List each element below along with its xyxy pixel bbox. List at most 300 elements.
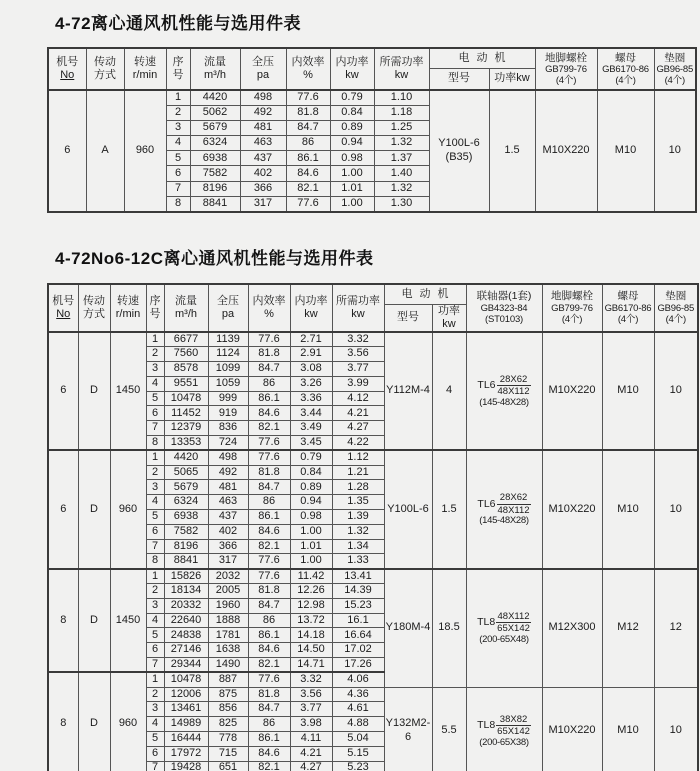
anchor-bolt-cell: M10X220 [542, 687, 602, 771]
shaft-power-cell: 0.94 [330, 136, 374, 151]
flow-cell: 7560 [164, 347, 208, 362]
machine-no-cell: 8 [48, 569, 78, 673]
efficiency-cell: 84.7 [248, 702, 290, 717]
flow-cell: 6677 [164, 332, 208, 347]
efficiency-cell: 86.1 [248, 391, 290, 406]
shaft-power-cell: 0.98 [330, 151, 374, 166]
required-power-cell: 15.23 [332, 598, 384, 613]
efficiency-cell: 84.6 [248, 643, 290, 658]
washer-cell: 10 [654, 332, 698, 450]
anchor-bolt-cell: M10X220 [535, 90, 597, 212]
header-row-1 [48, 48, 696, 68]
motor-model-line: (B35) [445, 150, 473, 163]
flow-cell: 7582 [164, 524, 208, 539]
efficiency-cell: 86 [248, 495, 290, 510]
shaft-power-cell: 12.98 [290, 598, 332, 613]
shaft-power-cell: 4.21 [290, 746, 332, 761]
machine-no-cell: 6 [48, 90, 86, 212]
shaft-power-cell: 1.00 [290, 524, 332, 539]
efficiency-cell: 77.6 [248, 436, 290, 451]
required-power-cell: 1.12 [332, 450, 384, 465]
pressure-cell: 498 [208, 450, 248, 465]
shaft-power-cell: 0.98 [290, 510, 332, 525]
seq-cell: 3 [146, 598, 164, 613]
seq-cell: 3 [146, 480, 164, 495]
shaft-power-cell: 3.49 [290, 421, 332, 436]
efficiency-cell: 84.6 [248, 746, 290, 761]
pressure-cell: 498 [240, 90, 286, 105]
pressure-cell: 366 [208, 539, 248, 554]
efficiency-cell: 81.8 [248, 583, 290, 598]
required-power-cell: 4.88 [332, 717, 384, 732]
required-power-cell: 1.37 [374, 151, 429, 166]
shaft-power-cell: 0.89 [330, 120, 374, 135]
shaft-power-cell: 3.32 [290, 672, 332, 687]
required-power-cell: 3.32 [332, 332, 384, 347]
flow-cell: 5679 [164, 480, 208, 495]
seq-cell: 1 [146, 672, 164, 687]
efficiency-cell: 81.8 [248, 347, 290, 362]
nut-cell: M10 [597, 90, 654, 212]
pressure-cell: 651 [208, 761, 248, 771]
pressure-cell: 1638 [208, 643, 248, 658]
efficiency-cell: 82.1 [248, 539, 290, 554]
shaft-power-cell: 1.00 [330, 166, 374, 181]
efficiency-cell: 77.6 [286, 90, 330, 105]
seq-cell: 3 [146, 362, 164, 377]
required-power-cell: 1.39 [332, 510, 384, 525]
shaft-power-cell: 3.26 [290, 376, 332, 391]
nut-cell: M10 [602, 332, 654, 450]
seq-cell: 6 [146, 406, 164, 421]
seq-cell: 5 [166, 151, 190, 166]
efficiency-cell: 84.7 [286, 120, 330, 135]
flow-cell: 18134 [164, 583, 208, 598]
anchor-bolt-cell: M12X300 [542, 569, 602, 687]
seq-cell: 1 [166, 90, 190, 105]
flow-cell: 14989 [164, 717, 208, 732]
coupling-note: (145-48X28) [479, 514, 529, 526]
efficiency-cell: 77.6 [248, 569, 290, 584]
washer-cell: 10 [654, 687, 698, 771]
motor-model-line: Y180M-4 [385, 621, 431, 634]
flow-cell: 4420 [190, 90, 240, 105]
required-power-cell: 1.18 [374, 105, 429, 120]
pressure-cell: 919 [208, 406, 248, 421]
required-power-cell: 4.21 [332, 406, 384, 421]
col-shaft-power: 内功率 kw [290, 284, 332, 332]
efficiency-cell: 77.6 [248, 332, 290, 347]
speed-cell: 960 [110, 450, 146, 568]
seq-cell: 7 [166, 181, 190, 196]
pressure-cell: 1781 [208, 628, 248, 643]
shaft-power-cell: 1.00 [290, 554, 332, 569]
anchor-bolt-cell: M10X220 [542, 332, 602, 450]
col-seq: 序 号 [146, 284, 164, 332]
col-shaft-power: 内功率 kw [330, 48, 374, 90]
required-power-cell: 1.33 [332, 554, 384, 569]
speed-cell: 960 [124, 90, 166, 212]
nut-cell: M12 [602, 569, 654, 687]
motor-power-cell: 5.5 [432, 687, 466, 771]
flow-cell: 6324 [164, 495, 208, 510]
required-power-cell: 5.23 [332, 761, 384, 771]
seq-cell: 2 [146, 687, 164, 702]
efficiency-cell: 86.1 [248, 731, 290, 746]
col-nut: 螺母 GB6170-86 (4个) [597, 48, 654, 90]
required-power-cell: 1.25 [374, 120, 429, 135]
efficiency-cell: 82.1 [248, 761, 290, 771]
pressure-cell: 778 [208, 731, 248, 746]
pressure-cell: 875 [208, 687, 248, 702]
seq-cell: 7 [146, 761, 164, 771]
pressure-cell: 856 [208, 702, 248, 717]
pressure-cell: 437 [208, 510, 248, 525]
seq-cell: 4 [146, 613, 164, 628]
required-power-cell: 4.61 [332, 702, 384, 717]
seq-cell: 6 [166, 166, 190, 181]
col-anchor-bolt: 地脚螺栓 GB799-76 (4个) [542, 284, 602, 332]
pressure-cell: 2005 [208, 583, 248, 598]
efficiency-cell: 81.8 [248, 687, 290, 702]
seq-cell: 5 [146, 731, 164, 746]
pressure-cell: 887 [208, 672, 248, 687]
col-motor-power: 功率kw [432, 305, 466, 332]
efficiency-cell: 86 [248, 717, 290, 732]
shaft-power-cell: 0.84 [290, 465, 332, 480]
efficiency-cell: 84.7 [248, 480, 290, 495]
required-power-cell: 5.15 [332, 746, 384, 761]
pressure-cell: 999 [208, 391, 248, 406]
speed-cell: 1450 [110, 569, 146, 673]
col-flow: 流量 m³/h [164, 284, 208, 332]
shaft-power-cell: 3.44 [290, 406, 332, 421]
seq-cell: 3 [166, 120, 190, 135]
seq-cell: 1 [146, 332, 164, 347]
pressure-cell: 437 [240, 151, 286, 166]
coupling-note: (145-48X28) [479, 396, 529, 408]
seq-cell: 6 [146, 643, 164, 658]
coupling-spec: TL6 $\frac{28X62}{48X112}$ [477, 373, 530, 398]
motor-model-line: Y132M2-6 [385, 717, 431, 744]
data-row [48, 687, 698, 702]
col-required-power: 所需功率 kw [332, 284, 384, 332]
required-power-cell: 16.64 [332, 628, 384, 643]
col-required-power: 所需功率 kw [374, 48, 429, 90]
machine-no-cell: 6 [48, 450, 78, 568]
flow-cell: 6938 [164, 510, 208, 525]
col-flow: 流量 m³/h [190, 48, 240, 90]
efficiency-cell: 84.7 [248, 598, 290, 613]
flow-cell: 12379 [164, 421, 208, 436]
efficiency-cell: 84.6 [248, 524, 290, 539]
flow-cell: 4420 [164, 450, 208, 465]
efficiency-cell: 77.6 [248, 554, 290, 569]
col-anchor-bolt: 地脚螺栓 GB799-76 (4个) [535, 48, 597, 90]
efficiency-cell: 82.1 [286, 181, 330, 196]
seq-cell: 4 [166, 136, 190, 151]
required-power-cell: 1.34 [332, 539, 384, 554]
col-speed: 转速 r/min [110, 284, 146, 332]
drive-cell: D [78, 569, 110, 673]
seq-cell: 8 [146, 554, 164, 569]
flow-cell: 6324 [190, 136, 240, 151]
seq-cell: 8 [166, 196, 190, 211]
pressure-cell: 317 [208, 554, 248, 569]
shaft-power-cell: 14.71 [290, 657, 332, 672]
table1-wrapper [47, 47, 700, 213]
flow-cell: 9551 [164, 376, 208, 391]
table2-wrapper [47, 283, 700, 771]
seq-cell: 4 [146, 376, 164, 391]
efficiency-cell: 82.1 [248, 421, 290, 436]
table2-title: 4-72No6-12C离心通风机性能与选用件表 [55, 248, 374, 268]
shaft-power-cell: 11.42 [290, 569, 332, 584]
flow-cell: 5679 [190, 120, 240, 135]
efficiency-cell: 77.6 [286, 196, 330, 211]
required-power-cell: 1.21 [332, 465, 384, 480]
shaft-power-cell: 0.79 [290, 450, 332, 465]
nut-cell: M10 [602, 450, 654, 568]
flow-cell: 8196 [164, 539, 208, 554]
shaft-power-cell: 12.26 [290, 583, 332, 598]
pressure-cell: 1960 [208, 598, 248, 613]
motor-power-cell: 4 [432, 332, 466, 450]
speed-cell: 1450 [110, 332, 146, 450]
efficiency-cell: 81.8 [286, 105, 330, 120]
motor-power-cell: 18.5 [432, 569, 466, 687]
coupling-note: (200-65X38) [479, 736, 529, 748]
efficiency-cell: 86.1 [286, 151, 330, 166]
shaft-power-cell: 4.27 [290, 761, 332, 771]
flow-cell: 24838 [164, 628, 208, 643]
flow-cell: 16444 [164, 731, 208, 746]
drive-cell: A [86, 90, 124, 212]
data-row [48, 450, 698, 465]
seq-cell: 1 [146, 569, 164, 584]
motor-model-cell [384, 450, 432, 568]
pressure-cell: 1888 [208, 613, 248, 628]
flow-cell: 20332 [164, 598, 208, 613]
required-power-cell: 4.12 [332, 391, 384, 406]
pressure-cell: 481 [240, 120, 286, 135]
flow-cell: 19428 [164, 761, 208, 771]
coupling-cell [466, 450, 542, 568]
seq-cell: 4 [146, 495, 164, 510]
efficiency-cell: 82.1 [248, 657, 290, 672]
pressure-cell: 1124 [208, 347, 248, 362]
fan-performance-table-2 [47, 283, 699, 771]
flow-cell: 11452 [164, 406, 208, 421]
shaft-power-cell: 3.45 [290, 436, 332, 451]
shaft-power-cell: 3.36 [290, 391, 332, 406]
motor-model-cell [384, 569, 432, 687]
efficiency-cell: 77.6 [248, 450, 290, 465]
flow-cell: 5065 [164, 465, 208, 480]
flow-cell: 5062 [190, 105, 240, 120]
shaft-power-cell: 2.91 [290, 347, 332, 362]
required-power-cell: 17.26 [332, 657, 384, 672]
flow-cell: 6938 [190, 151, 240, 166]
flow-cell: 8841 [164, 554, 208, 569]
required-power-cell: 4.36 [332, 687, 384, 702]
shaft-power-cell: 14.50 [290, 643, 332, 658]
required-power-cell: 3.99 [332, 376, 384, 391]
efficiency-cell: 84.7 [248, 362, 290, 377]
flow-cell: 12006 [164, 687, 208, 702]
anchor-bolt-cell: M10X220 [542, 450, 602, 568]
motor-power-cell: 1.5 [432, 450, 466, 568]
col-machine-no: 机号 No [48, 48, 86, 90]
col-motor-model: 型号 [429, 68, 489, 90]
drive-cell: D [78, 332, 110, 450]
required-power-cell: 1.32 [374, 136, 429, 151]
col-drive: 传动 方式 [86, 48, 124, 90]
flow-cell: 8578 [164, 362, 208, 377]
required-power-cell: 13.41 [332, 569, 384, 584]
required-power-cell: 1.28 [332, 480, 384, 495]
washer-cell: 10 [654, 90, 696, 212]
coupling-spec: TL8 $\frac{38X82}{65X142}$ [477, 713, 530, 738]
motor-model-line: Y100L-6 [387, 502, 429, 515]
shaft-power-cell: 3.56 [290, 687, 332, 702]
flow-cell: 8841 [190, 196, 240, 211]
pressure-cell: 402 [240, 166, 286, 181]
col-washer: 垫圈 GB96-85 (4个) [654, 284, 698, 332]
fan-performance-table-1 [47, 47, 697, 213]
flow-cell: 29344 [164, 657, 208, 672]
header-row-1 [48, 284, 698, 305]
seq-cell: 2 [146, 465, 164, 480]
pressure-cell: 481 [208, 480, 248, 495]
seq-cell: 2 [146, 583, 164, 598]
seq-cell: 2 [146, 347, 164, 362]
required-power-cell: 4.27 [332, 421, 384, 436]
flow-cell: 22640 [164, 613, 208, 628]
shaft-power-cell: 1.00 [330, 196, 374, 211]
pressure-cell: 366 [240, 181, 286, 196]
pressure-cell: 836 [208, 421, 248, 436]
col-nut: 螺母 GB6170-86 (4个) [602, 284, 654, 332]
col-speed: 转速 r/min [124, 48, 166, 90]
pressure-cell: 492 [208, 465, 248, 480]
motor-power-cell: 1.5 [489, 90, 535, 212]
speed-cell: 960 [110, 672, 146, 771]
data-row [48, 90, 696, 105]
machine-no-cell: 8 [48, 672, 78, 771]
shaft-power-cell: 3.77 [290, 702, 332, 717]
seq-cell: 7 [146, 421, 164, 436]
pressure-cell: 724 [208, 436, 248, 451]
washer-cell: 12 [654, 569, 698, 687]
flow-cell: 10478 [164, 391, 208, 406]
shaft-power-cell: 0.89 [290, 480, 332, 495]
pressure-cell: 317 [240, 196, 286, 211]
coupling-cell [466, 687, 542, 771]
seq-cell: 5 [146, 628, 164, 643]
efficiency-cell: 86 [286, 136, 330, 151]
washer-cell: 10 [654, 450, 698, 568]
shaft-power-cell: 0.84 [330, 105, 374, 120]
required-power-cell: 5.04 [332, 731, 384, 746]
shaft-power-cell: 3.08 [290, 362, 332, 377]
col-machine-no: 机号 No [48, 284, 78, 332]
shaft-power-cell: 14.18 [290, 628, 332, 643]
flow-cell: 7582 [190, 166, 240, 181]
flow-cell: 13461 [164, 702, 208, 717]
col-motor-power: 功率kw [489, 68, 535, 90]
efficiency-cell: 86.1 [248, 510, 290, 525]
col-motor-model: 型号 [384, 305, 432, 332]
flow-cell: 17972 [164, 746, 208, 761]
pressure-cell: 1139 [208, 332, 248, 347]
seq-cell: 5 [146, 510, 164, 525]
drive-cell: D [78, 672, 110, 771]
col-motor-group: 电动机 [429, 48, 535, 68]
col-pressure: 全压 pa [240, 48, 286, 90]
table1-title: 4-72离心通风机性能与选用件表 [55, 14, 302, 33]
seq-cell: 4 [146, 717, 164, 732]
data-row [48, 332, 698, 347]
coupling-note: (200-65X48) [479, 633, 529, 645]
efficiency-cell: 81.8 [248, 465, 290, 480]
required-power-cell: 16.1 [332, 613, 384, 628]
col-efficiency: 内效率 % [248, 284, 290, 332]
coupling-spec: TL8 $\frac{48X112}{65X142}$ [477, 610, 530, 635]
efficiency-cell: 86 [248, 613, 290, 628]
efficiency-cell: 86.1 [248, 628, 290, 643]
machine-no-cell: 6 [48, 332, 78, 450]
required-power-cell: 1.40 [374, 166, 429, 181]
required-power-cell: 1.32 [332, 524, 384, 539]
coupling-cell [466, 569, 542, 687]
nut-cell: M10 [602, 687, 654, 771]
col-efficiency: 内效率 % [286, 48, 330, 90]
seq-cell: 5 [146, 391, 164, 406]
pressure-cell: 1099 [208, 362, 248, 377]
motor-model-cell [384, 687, 432, 771]
pressure-cell: 1059 [208, 376, 248, 391]
required-power-cell: 17.02 [332, 643, 384, 658]
shaft-power-cell: 2.71 [290, 332, 332, 347]
col-motor-group: 电动机 [384, 284, 466, 305]
efficiency-cell: 84.6 [248, 406, 290, 421]
flow-cell: 15826 [164, 569, 208, 584]
motor-model-line: Y100L-6 [438, 137, 480, 149]
seq-cell: 6 [146, 746, 164, 761]
pressure-cell: 463 [208, 495, 248, 510]
data-row [48, 569, 698, 584]
motor-model-cell [429, 90, 489, 212]
motor-model-cell [384, 332, 432, 450]
flow-cell: 8196 [190, 181, 240, 196]
seq-cell: 2 [166, 105, 190, 120]
pressure-cell: 825 [208, 717, 248, 732]
required-power-cell: 14.39 [332, 583, 384, 598]
required-power-cell: 3.77 [332, 362, 384, 377]
seq-cell: 1 [146, 450, 164, 465]
required-power-cell: 3.56 [332, 347, 384, 362]
seq-cell: 3 [146, 702, 164, 717]
seq-cell: 6 [146, 524, 164, 539]
shaft-power-cell: 3.98 [290, 717, 332, 732]
flow-cell: 13353 [164, 436, 208, 451]
col-drive: 传动 方式 [78, 284, 110, 332]
flow-cell: 10478 [164, 672, 208, 687]
efficiency-cell: 84.6 [286, 166, 330, 181]
pressure-cell: 402 [208, 524, 248, 539]
drive-cell: D [78, 450, 110, 568]
